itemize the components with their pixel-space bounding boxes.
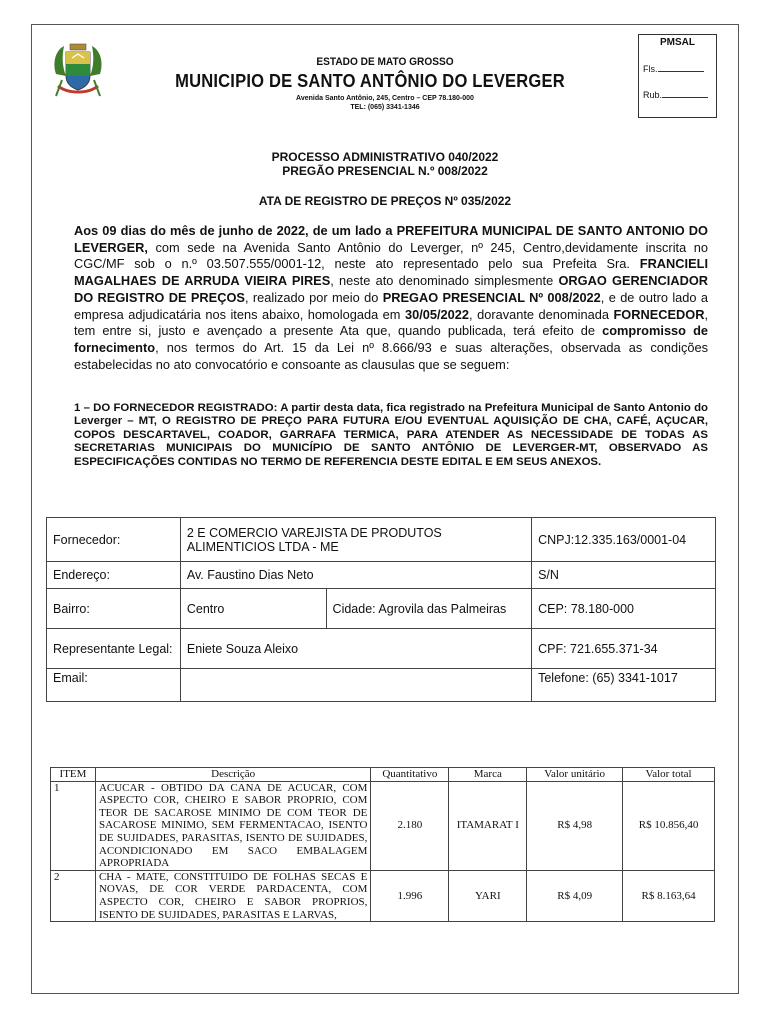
- items-header-item: ITEM: [51, 768, 96, 782]
- clause-1: 1 – DO FORNECEDOR REGISTRADO: A partir desta data, fica registrado na Prefeitura Municipal de Santo Antonio do Leverger – MT, O REGISTRO DE PREÇO PARA FUTURA E/OU EVENTUAL AQUISIÇÃO DE CHA, CAFÉ, AÇUCAR, COPOS DESCARTAVEL, COADOR, GARRAFA TERMICA, PARA ATENDER AS NECESSIDADE DE TODAS AS SECRETARIAS MUNICIPAIS DO MUNICÍPIO DE SANTO ANTÔNIO DE LEVERGER-MT, OBSERVADO AS ESPECIFICAÇÕES CONTIDAS NO TERMO DE REFERENCIA DESTE EDITAL E EM SEUS ANEXOS.: [74, 402, 708, 468]
- item-unit-price: R$ 4,98: [527, 781, 623, 870]
- intro-date: 30/05/2022: [404, 306, 470, 322]
- items-header-marca: Marca: [449, 768, 527, 782]
- header-phone: TEL: (065) 3341-1346: [350, 104, 420, 111]
- item-total-price: R$ 10.856,40: [623, 781, 715, 870]
- items-header-descricao: Descrição: [95, 768, 370, 782]
- item-number: 1: [51, 781, 96, 870]
- intro-text: , e de outro lado a empresa adjudicatária nos itens abaixo, homologada em: [74, 289, 708, 322]
- table-row: [51, 781, 715, 870]
- intro-text: , tem entre si, justo e avençado a presente Ata que, quando publicada, terá efeito de: [74, 306, 709, 339]
- item-quantity: 1.996: [371, 870, 449, 921]
- stamp-title: PMSAL: [660, 37, 695, 48]
- cidade-value: Cidade: Agrovila das Palmeiras: [326, 589, 532, 629]
- table-row: [51, 870, 715, 921]
- endereco-label: Endereço:: [47, 562, 181, 589]
- stamp-fls: [643, 64, 716, 74]
- supplier-row: [47, 518, 716, 562]
- numero-value: S/N: [532, 562, 716, 589]
- cnpj-value: CNPJ:12.335.163/0001-04: [532, 518, 716, 562]
- stamp-rub-label: Rub.: [643, 90, 663, 100]
- intro-compromisso: compromisso de fornecimento: [74, 323, 709, 355]
- bairro-label: Bairro:: [47, 589, 181, 629]
- stamp-rub: [643, 90, 716, 100]
- intro-text: , neste ato denominado simplesmente: [330, 273, 559, 289]
- item-total-price: R$ 8.163,64: [623, 870, 715, 921]
- items-header-valor-total: Valor total: [623, 768, 715, 782]
- bairro-value: Centro: [180, 589, 326, 629]
- item-brand: YARI: [449, 870, 527, 921]
- supplier-row: [47, 562, 716, 589]
- item-quantity: 2.180: [371, 781, 449, 870]
- items-header-row: [51, 768, 715, 782]
- email-value: [180, 669, 531, 702]
- items-header-valor-unitario: Valor unitário: [527, 768, 623, 782]
- intro-mayor: FRANCIELI MAGALHAES DE ARRUDA VIEIRA PIRES: [74, 256, 708, 289]
- intro-orgao: ORGAO GERENCIADOR DO REGISTRO DE PREÇOS: [74, 273, 709, 305]
- items-table: [50, 767, 715, 922]
- pregao-number: PREGÃO PRESENCIAL N.º 008/2022: [282, 164, 488, 178]
- intro-paragraph: [74, 223, 708, 373]
- fornecedor-label: Fornecedor:: [47, 518, 181, 562]
- cep-value: CEP: 78.180-000: [532, 589, 716, 629]
- items-header-quantitativo: Quantitativo: [371, 768, 449, 782]
- intro-party: Aos 09 dias do mês de junho de 2022, de um lado a PREFEITURA MUNICIPAL DE SANTO ANTONIO DO LEVERGER,: [74, 223, 708, 255]
- item-description: ACUCAR - OBTIDO DA CANA DE ACUCAR, COM ASPECTO COR, CHEIRO E SABOR PROPRIO, COM TEOR DE SACAROSE MINIMO DE COM TEOR DE SACAROSE MINIMO, SEM FERMENTACAO, ISENTO DE SUJIDADES, PARASITAS, ISENTO DE SUJIDADES, ACONDICIONADO EM SACO EMBALAGEM APROPRIADA: [95, 781, 370, 870]
- item-brand: ITAMARAT I: [449, 781, 527, 870]
- representante-value: Eniete Souza Aleixo: [180, 629, 531, 669]
- intro-text: , realizado por meio do: [244, 289, 383, 305]
- fornecedor-value: 2 E COMERCIO VAREJISTA DE PRODUTOS ALIMENTICIOS LTDA - ME: [180, 518, 531, 562]
- header-city: MUNICIPIO DE SANTO ANTÔNIO DO LEVERGER: [175, 71, 565, 91]
- endereco-value: Av. Faustino Dias Neto: [180, 562, 531, 589]
- telefone-value: Telefone: (65) 3341-1017: [532, 669, 716, 702]
- process-number: PROCESSO ADMINISTRATIVO 040/2022: [271, 150, 499, 164]
- supplier-table: [46, 517, 716, 702]
- intro-fornecedor: FORNECEDOR: [613, 306, 705, 322]
- process-titles: [0, 150, 770, 178]
- supplier-row: [47, 669, 716, 702]
- cpf-value: CPF: 721.655.371-34: [532, 629, 716, 669]
- intro-text: , nos termos do Art. 15 da Lei nº 8.666/93 e suas alterações, observada as condições estabelecidas no ato convocatório e consoante as clausulas que se seguem:: [74, 339, 708, 372]
- supplier-row: [47, 589, 716, 629]
- intro-pregao: PREGAO PRESENCIAL Nº 008/2022: [382, 289, 601, 305]
- intro-text: , doravante denominada: [469, 306, 614, 322]
- stamp-fls-label: Fls.: [643, 64, 658, 74]
- email-label: Email:: [47, 669, 181, 702]
- ata-title: ATA DE REGISTRO DE PREÇOS Nº 035/2022: [258, 194, 512, 208]
- item-unit-price: R$ 4,09: [527, 870, 623, 921]
- header-state: ESTADO DE MATO GROSSO: [316, 56, 454, 68]
- intro-text: com sede na Avenida Santo Antônio do Leverger, nº 245, Centro,devidamente inscrita no CGC/MF sob o n.º 03.507.555/0001-12, neste ato representado pelo sua Prefeita Sra.: [74, 239, 708, 272]
- representante-label: Representante Legal:: [47, 629, 181, 669]
- supplier-row: [47, 629, 716, 669]
- item-description: CHA - MATE, CONSTITUIDO DE FOLHAS SECAS E NOVAS, DE COR VERDE PARDACENTA, COM ASPECTO COR, CHEIRO E SABOR PROPRIOS, ISENTO DE SUJIDADES, PARASITAS E LARVAS,: [95, 870, 370, 921]
- header-address-line: Avenida Santo Antônio, 245, Centro – CEP 78.180-000: [296, 95, 474, 102]
- item-number: 2: [51, 870, 96, 921]
- pmsal-stamp: [638, 34, 717, 118]
